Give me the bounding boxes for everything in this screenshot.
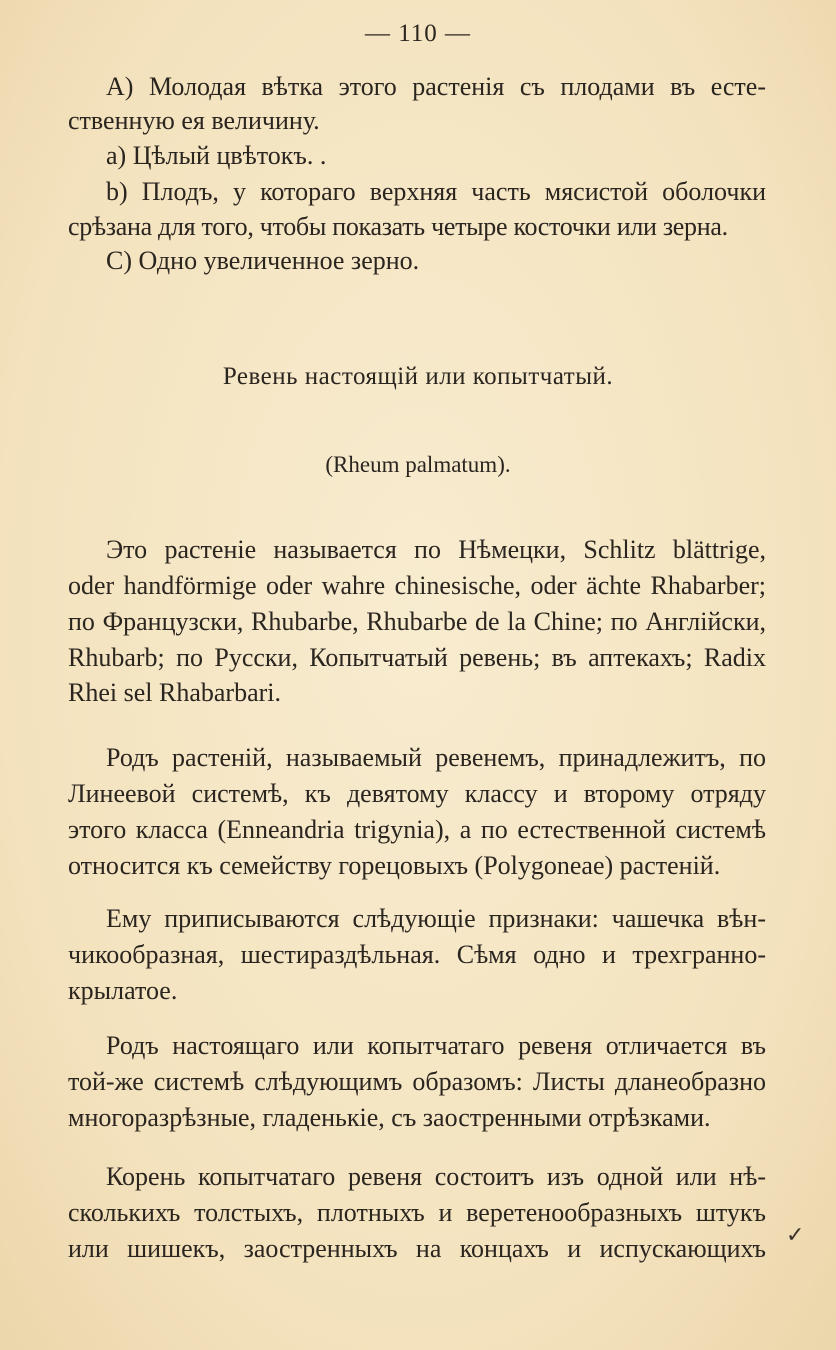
section-heading: Ревень настоящій или копытчатый.: [222, 363, 614, 390]
legend-b-line1: b) Плодъ, у котораго верхняя часть мясистой оболочки: [106, 177, 766, 206]
legend-a: а) Цѣлый цвѣтокъ. .: [106, 141, 327, 170]
margin-mark: ✓: [786, 1222, 805, 1247]
p2-line: Линеевой системѣ, къ девятому классу и второму отряду: [68, 779, 766, 808]
p1-line: Rhubarb; по Русски, Копытчатый ревень; въ аптекахъ; Radix: [68, 643, 766, 672]
latin-name: (Rheum palmatum).: [325, 452, 511, 477]
p5-line: сколькихъ толстыхъ, плотныхъ и веретенообразныхъ штукъ: [68, 1198, 766, 1227]
p5-line: или шишекъ, заостренныхъ на концахъ и испускающихъ: [68, 1234, 766, 1263]
legend-b-line2: срѣзана для того, чтобы показать четыре косточки или зерна.: [68, 212, 728, 241]
p5-line: Корень копытчатаго ревеня состоитъ изъ одной или нѣ-: [106, 1162, 766, 1191]
p1-line: по Французски, Rhubarbe, Rhubarbe de la Chine; по Англійски,: [68, 607, 766, 636]
legend-A-line2: ственную ея величину.: [68, 106, 320, 135]
legend-A-line1: A) Молодая вѣтка этого растенія съ плодами въ есте-: [106, 72, 766, 101]
p2-line: относится къ семейству горецовыхъ (Polygoneae) растеній.: [68, 851, 721, 880]
p4-line: многоразрѣзные, гладенькіе, съ заостренными отрѣзками.: [68, 1103, 711, 1132]
p1-line: Rhei sel Rhabarbari.: [68, 678, 281, 707]
p4-line: той-же системѣ слѣдующимъ образомъ: Листы дланеобразно: [68, 1067, 766, 1096]
p2-line: Родъ растеній, называемый ревенемъ, принадлежитъ, по: [106, 743, 766, 772]
legend-C: C) Одно увеличенное зерно.: [106, 246, 420, 275]
p1-line: Это растеніе называется по Нѣмецки, Schlitz blättrige,: [106, 535, 766, 564]
p3-line: крылатое.: [68, 976, 178, 1005]
p1-line: oder handförmige oder wahre chinesische, oder ächte Rhabarber;: [68, 571, 766, 600]
p2-line: этого класса (Enneandria trigynia), а по естественной системѣ: [68, 815, 766, 844]
p4-line: Родъ настоящаго или копытчатаго ревеня отличается въ: [106, 1031, 766, 1060]
p3-line: Ему приписываются слѣдующіе признаки: чашечка вѣн-: [106, 904, 766, 933]
page-number: — 110 —: [364, 20, 472, 47]
p3-line: чикообразная, шестираздѣльная. Сѣмя одно и трехгранно-: [68, 940, 766, 969]
